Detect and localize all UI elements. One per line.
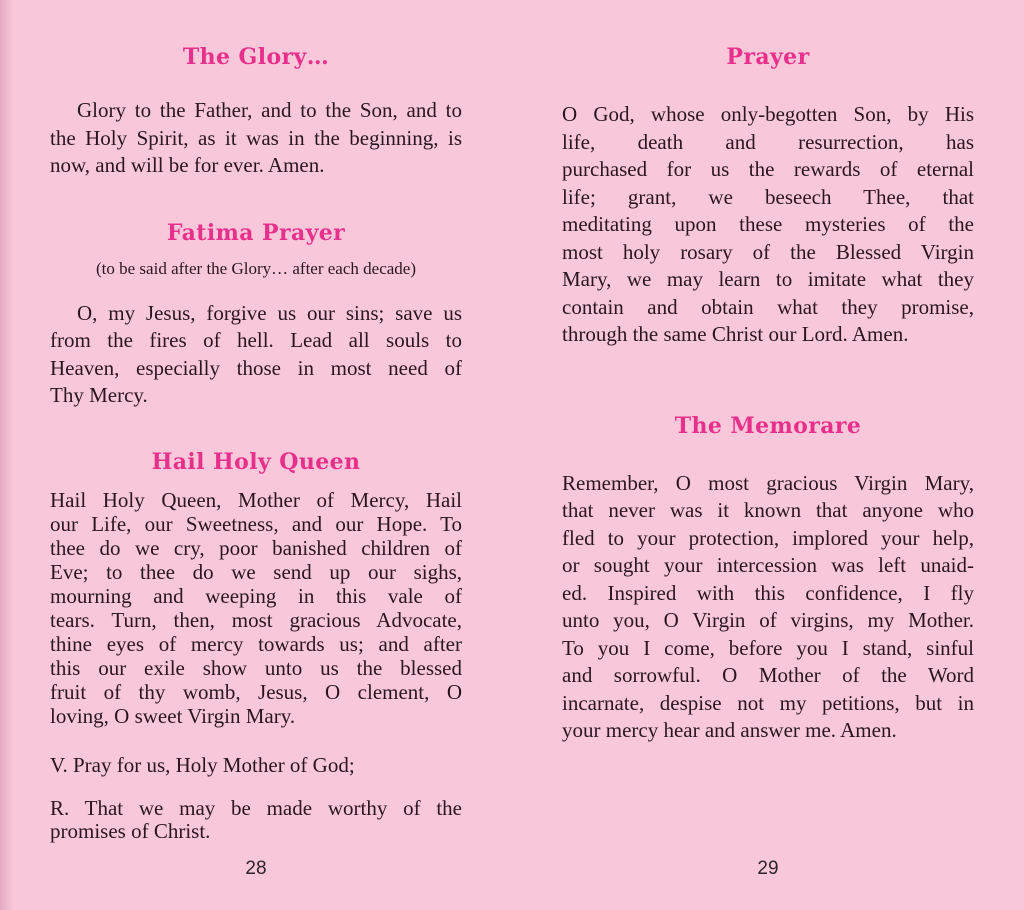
- text-line: and sorrowful. O Mother of the Word: [562, 663, 974, 687]
- heading-the-memorare: The Memorare: [674, 412, 862, 439]
- text-line: your mercy hear and answer me. Amen.: [562, 718, 897, 742]
- page-number-left: 28: [245, 858, 267, 879]
- text-line: Glory to the Father, and to the Son, and to: [77, 98, 462, 122]
- page-right: [512, 0, 1024, 910]
- prayer-text-memorare: [562, 470, 974, 745]
- versicle-line: [50, 753, 462, 777]
- text-line: through the same Christ our Lord. Amen.: [562, 322, 909, 346]
- text-line: unto you, O Virgin of virgins, my Mother.: [562, 608, 974, 632]
- heading-the-glory: The Glory…: [182, 44, 330, 70]
- text-line: meditating upon these mysteries of the: [562, 212, 974, 236]
- text-line: life, death and resurrection, has: [562, 129, 974, 154]
- text-line: Eve; to thee do we send up our sighs,: [50, 559, 462, 584]
- text-line: tears. Turn, then, most gracious Advocate,: [50, 607, 462, 632]
- text-line: contain and obtain what they promise,: [562, 294, 974, 319]
- text-line: most holy rosary of the Blessed Virgin: [562, 239, 974, 264]
- text-line: V. Pray for us, Holy Mother of God;: [50, 752, 355, 777]
- prayer-text-rosary-prayer: [562, 101, 974, 349]
- text-line: Hail Holy Queen, Mother of Mercy, Hail: [50, 487, 462, 512]
- text-line: fled to your protection, implored your help,: [562, 525, 974, 550]
- text-line: purchased for us the rewards of eternal: [562, 157, 974, 181]
- text-line: that never was it known that anyone who: [562, 498, 974, 522]
- text-line: from the fires of hell. Lead all souls to: [50, 328, 462, 352]
- text-line: mourning and weeping in this vale of: [50, 583, 462, 608]
- text-line: this our exile show unto us the blessed: [50, 655, 462, 680]
- text-line: incarnate, despise not my petitions, but in: [562, 690, 974, 715]
- page-number-right: 29: [757, 858, 779, 879]
- text-line: Heaven, especially those in most need of: [50, 355, 462, 380]
- text-line: loving, O sweet Virgin Mary.: [50, 703, 296, 728]
- text-line: Remember, O most gracious Virgin Mary,: [562, 470, 974, 495]
- prayer-text-hail-holy-queen: [50, 488, 462, 728]
- text-line: the Holy Spirit, as it was in the beginning, is: [50, 125, 462, 150]
- text-line: now, and will be for ever. Amen.: [50, 153, 325, 177]
- text-line: Mary, we may learn to imitate what they: [562, 267, 974, 291]
- text-line: Thy Mercy.: [50, 383, 148, 407]
- text-line: ed. Inspired with this confidence, I fly: [562, 580, 974, 605]
- text-line: promises of Christ.: [50, 818, 211, 843]
- prayer-text-fatima: [50, 300, 462, 410]
- text-line: thee do we cry, poor banished children of: [50, 535, 462, 560]
- text-line: O God, whose only-begotten Son, by His: [562, 102, 974, 126]
- text-line: O, my Jesus, forgive us our sins; save us: [77, 300, 462, 325]
- text-line: To you I come, before you I stand, sinful: [562, 635, 974, 660]
- heading-hail-holy-queen: Hail Holy Queen: [151, 448, 361, 475]
- text-line: our Life, our Sweetness, and our Hope. To: [50, 511, 462, 536]
- heading-fatima-prayer: Fatima Prayer: [166, 219, 346, 246]
- prayer-text-glory: [50, 97, 462, 180]
- text-line: life; grant, we beseech Thee, that: [562, 184, 974, 209]
- response-line: [50, 797, 462, 843]
- heading-prayer: Prayer: [726, 44, 810, 70]
- text-line: R. That we may be made worthy of the: [50, 795, 462, 820]
- text-line: thine eyes of mercy towards us; and after: [50, 631, 462, 656]
- fatima-instruction-note: (to be said after the Glory… after each decade): [96, 258, 416, 278]
- text-line: fruit of thy womb, Jesus, O clement, O: [50, 679, 462, 704]
- text-line: or sought your intercession was left unaid-: [562, 553, 974, 577]
